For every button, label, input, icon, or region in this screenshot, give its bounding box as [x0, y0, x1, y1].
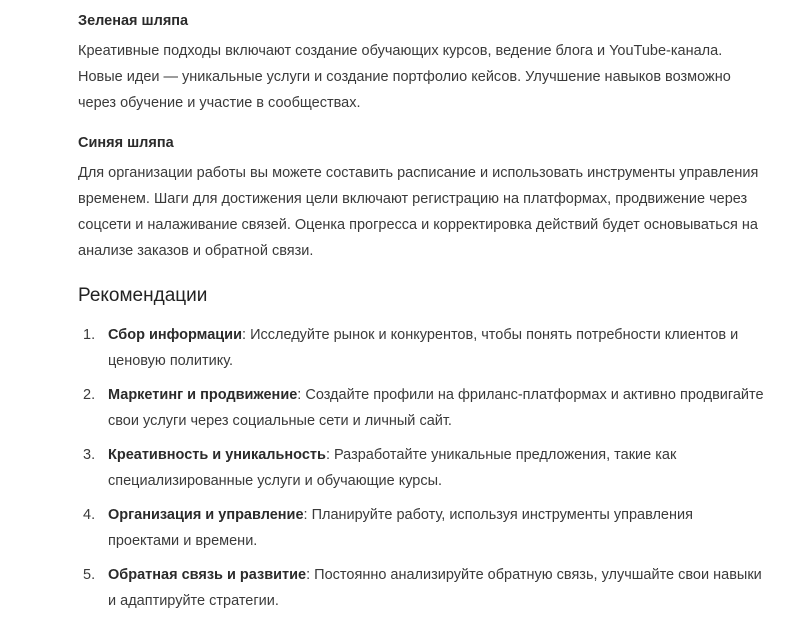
- list-item: [78, 322, 768, 374]
- list-item-title: Креативность и уникальность: [108, 447, 326, 463]
- list-item: [78, 562, 768, 614]
- list-item-number: 3.: [83, 447, 96, 463]
- list-item-text: : Исследуйте рынок и конкурентов, чтобы понять потребности клиентов и ценовую политику.: [108, 327, 739, 369]
- list-item-text: : Создайте профили на фриланс-платформах и активно продвигайте свои услуги через социальные сети и личный сайт.: [108, 387, 764, 429]
- green-hat-section: [78, 8, 768, 116]
- list-item-text: : Разработайте уникальные предложения, такие как специализированные услуги и обучающие курсы.: [108, 447, 677, 489]
- recommendations-heading: Рекомендации: [78, 285, 208, 306]
- list-item-text: : Планируйте работу, используя инструменты управления проектами и времени.: [108, 507, 693, 549]
- green-hat-title: Зеленая шляпа: [78, 13, 189, 29]
- list-item-title: Обратная связь и развитие: [108, 567, 307, 583]
- list-item-title: Организация и управление: [108, 507, 304, 523]
- list-item-title: Сбор информации: [108, 327, 243, 343]
- blue-hat-section: [78, 130, 768, 264]
- list-item-number: 2.: [83, 387, 96, 403]
- green-hat-text: Креативные подходы включают создание обучающих курсов, ведение блога и YouTube-канала. Новые идеи — уникальные услуги и создание портфолио кейсов. Улучшение навыков возможно через обучение и участие в сообществах.: [78, 43, 731, 111]
- document-content: [78, 8, 768, 622]
- list-item-number: 4.: [83, 507, 96, 523]
- blue-hat-text: Для организации работы вы можете составить расписание и использовать инструменты управления временем. Шаги для достижения цели включают регистрацию на платформах, продвижение через соцсети и налаживание связей. Оценка прогресса и корректировка действий будет основываться на анализе заказов и обратной связи.: [78, 165, 759, 259]
- list-item-title: Маркетинг и продвижение: [108, 387, 298, 403]
- list-item-text: : Постоянно анализируйте обратную связь, улучшайте свои навыки и адаптируйте стратегии.: [108, 567, 762, 609]
- list-item: [78, 382, 768, 434]
- list-item: [78, 502, 768, 554]
- recommendations-section: [78, 282, 768, 614]
- list-item-number: 5.: [83, 567, 96, 583]
- list-item-number: 1.: [83, 327, 96, 343]
- recommendations-list: [78, 322, 768, 614]
- blue-hat-title: Синяя шляпа: [78, 135, 174, 151]
- list-item: [78, 442, 768, 494]
- spacer: [78, 264, 768, 282]
- spacer: [78, 116, 768, 130]
